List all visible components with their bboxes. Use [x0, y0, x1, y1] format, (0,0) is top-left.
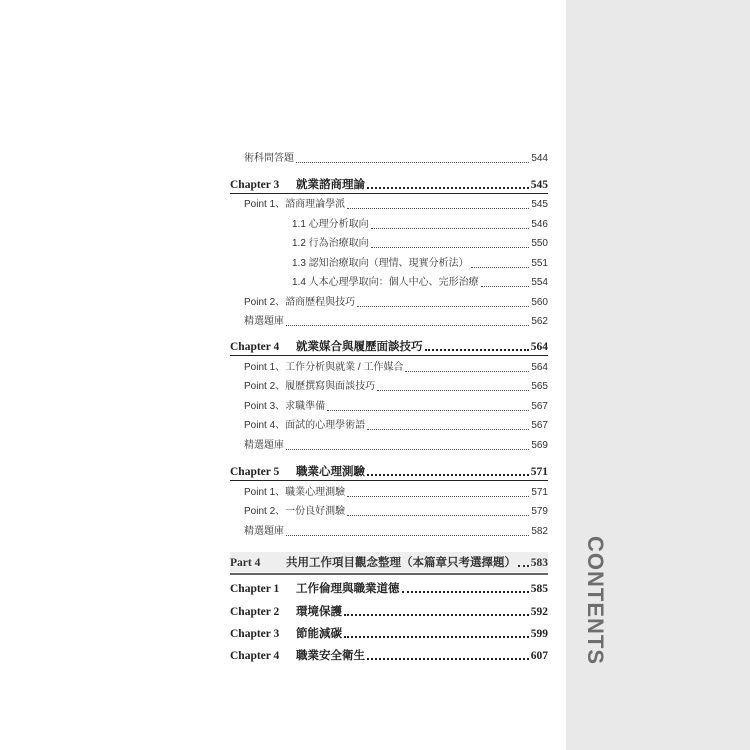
page-number: 585 — [530, 583, 548, 595]
contents-label: CONTENTS — [583, 536, 608, 665]
chapter-heading — [230, 465, 365, 479]
entry-label: Point 2、履歷撰寫與面談技巧 — [244, 381, 376, 392]
toc-part4-chapter-3[interactable] — [230, 623, 548, 641]
page-number: 567 — [531, 420, 548, 431]
page-number: 562 — [531, 316, 548, 327]
entry-label: 1.3 認知治療取向（理情、現實分析法） — [292, 258, 469, 269]
toc-entry[interactable] — [230, 482, 548, 500]
page-number: 564 — [530, 341, 548, 353]
dot-leader — [327, 410, 529, 411]
page-number: 564 — [531, 362, 548, 373]
entry-label: 精選題庫 — [244, 526, 284, 537]
entry-label: 1.1 心理分析取向 — [292, 219, 369, 230]
chapter-title: 職業心理測驗 — [296, 466, 365, 478]
toc-entry[interactable] — [230, 376, 548, 394]
chapter-number: Chapter 3 — [230, 179, 280, 191]
page-number: 545 — [531, 199, 548, 210]
chapter-title: 職業安全衛生 — [296, 650, 365, 662]
toc-entry[interactable] — [230, 521, 548, 539]
dot-leader — [347, 208, 529, 209]
chapter-heading — [230, 649, 365, 663]
page-number: 544 — [531, 153, 548, 164]
toc-entry[interactable] — [230, 311, 548, 329]
dot-leader — [344, 636, 529, 638]
entry-label: Point 4、面試的心理學術語 — [244, 420, 366, 431]
chapter-heading — [230, 627, 342, 641]
page-number: 551 — [531, 258, 548, 269]
page-number: 607 — [530, 650, 548, 662]
page-number: 565 — [531, 381, 548, 392]
page-number: 592 — [530, 606, 548, 618]
chapter-rule — [230, 355, 548, 356]
page-number: 571 — [530, 466, 548, 478]
part-heading — [230, 556, 516, 570]
dot-leader — [286, 535, 529, 536]
entry-label: 1.2 行為治療取向 — [292, 238, 369, 249]
dot-leader — [347, 515, 529, 516]
toc-entry[interactable] — [230, 292, 548, 310]
entry-label: 精選題庫 — [244, 316, 284, 327]
chapter-title: 工作倫理與職業道德 — [296, 583, 400, 595]
entry-label: 術科問答題 — [244, 153, 294, 164]
toc-entry[interactable] — [230, 501, 548, 519]
chapter-number: Chapter 4 — [230, 650, 280, 662]
toc-chapter-3[interactable] — [230, 174, 548, 192]
entry-label: Point 1、諮商理論學派 — [244, 199, 346, 210]
toc-subentry[interactable] — [230, 214, 548, 232]
page-number: 567 — [531, 401, 548, 412]
toc-subentry[interactable] — [230, 253, 548, 271]
entry-label: Point 2、一份良好測驗 — [244, 506, 346, 517]
dot-leader — [481, 286, 530, 287]
page-number: 545 — [530, 179, 548, 191]
toc-entry[interactable] — [230, 396, 548, 414]
toc-entry[interactable] — [230, 357, 548, 375]
dot-leader — [286, 325, 529, 326]
page-number: 579 — [531, 506, 548, 517]
chapter-heading — [230, 582, 400, 596]
toc-subentry[interactable] — [230, 233, 548, 251]
dot-leader — [367, 474, 529, 476]
chapter-number: Chapter 1 — [230, 583, 280, 595]
toc-part4-chapter-4[interactable] — [230, 645, 548, 663]
entry-label: 精選題庫 — [244, 440, 284, 451]
part-rule — [230, 573, 548, 575]
toc-entry[interactable] — [230, 415, 548, 433]
chapter-rule — [230, 480, 548, 481]
dot-leader — [425, 349, 529, 351]
entry-label: 1.4 人本心理學取向：個人中心、完形治療 — [292, 277, 479, 288]
dot-leader — [367, 658, 529, 660]
toc-part-4[interactable] — [230, 552, 548, 570]
chapter-number: Chapter 5 — [230, 466, 280, 478]
dot-leader — [405, 371, 529, 372]
dot-leader — [402, 591, 529, 593]
chapter-title: 就業諮商理論 — [296, 179, 365, 191]
page-number: 571 — [531, 487, 548, 498]
toc-chapter-5[interactable] — [230, 461, 548, 479]
dot-leader — [371, 247, 530, 248]
chapter-title: 環境保護 — [296, 606, 342, 618]
dot-leader — [518, 565, 529, 567]
dot-leader — [371, 228, 530, 229]
chapter-title: 節能減碳 — [296, 628, 342, 640]
chapter-heading — [230, 605, 342, 619]
part-title: 共用工作項目觀念整理（本篇章只考選擇題） — [286, 557, 516, 569]
page-number: 546 — [531, 219, 548, 230]
entry-label: Point 3、求職準備 — [244, 401, 326, 412]
toc-entry[interactable] — [230, 194, 548, 212]
dot-leader — [367, 187, 529, 189]
dot-leader — [367, 429, 529, 430]
chapter-heading — [230, 178, 365, 192]
chapter-number: Chapter 2 — [230, 606, 280, 618]
dot-leader — [357, 306, 529, 307]
page-number: 560 — [531, 297, 548, 308]
toc-chapter-4[interactable] — [230, 336, 548, 354]
entry-label: Point 1、職業心理測驗 — [244, 487, 346, 498]
part-number: Part 4 — [230, 557, 261, 569]
chapter-title: 就業媒合與履歷面談技巧 — [296, 341, 423, 353]
toc-entry-practical-qa[interactable] — [230, 148, 548, 166]
dot-leader — [377, 390, 529, 391]
toc-subentry[interactable] — [230, 272, 548, 290]
toc-part4-chapter-1[interactable] — [230, 578, 548, 596]
chapter-number: Chapter 3 — [230, 628, 280, 640]
toc-entry[interactable] — [230, 435, 548, 453]
chapter-number: Chapter 4 — [230, 341, 280, 353]
dot-leader — [286, 449, 529, 450]
dot-leader — [347, 496, 529, 497]
page-number: 599 — [530, 628, 548, 640]
page-number: 550 — [531, 238, 548, 249]
entry-label: Point 1、工作分析與就業 / 工作媒合 — [244, 362, 404, 373]
page-number: 554 — [531, 277, 548, 288]
page-number: 569 — [531, 440, 548, 451]
chapter-heading — [230, 340, 423, 354]
dot-leader — [296, 162, 529, 163]
toc-part4-chapter-2[interactable] — [230, 601, 548, 619]
dot-leader — [344, 614, 529, 616]
page-number: 583 — [530, 557, 548, 569]
entry-label: Point 2、諮商歷程與技巧 — [244, 297, 356, 308]
page-number: 582 — [531, 526, 548, 537]
dot-leader — [471, 267, 530, 268]
